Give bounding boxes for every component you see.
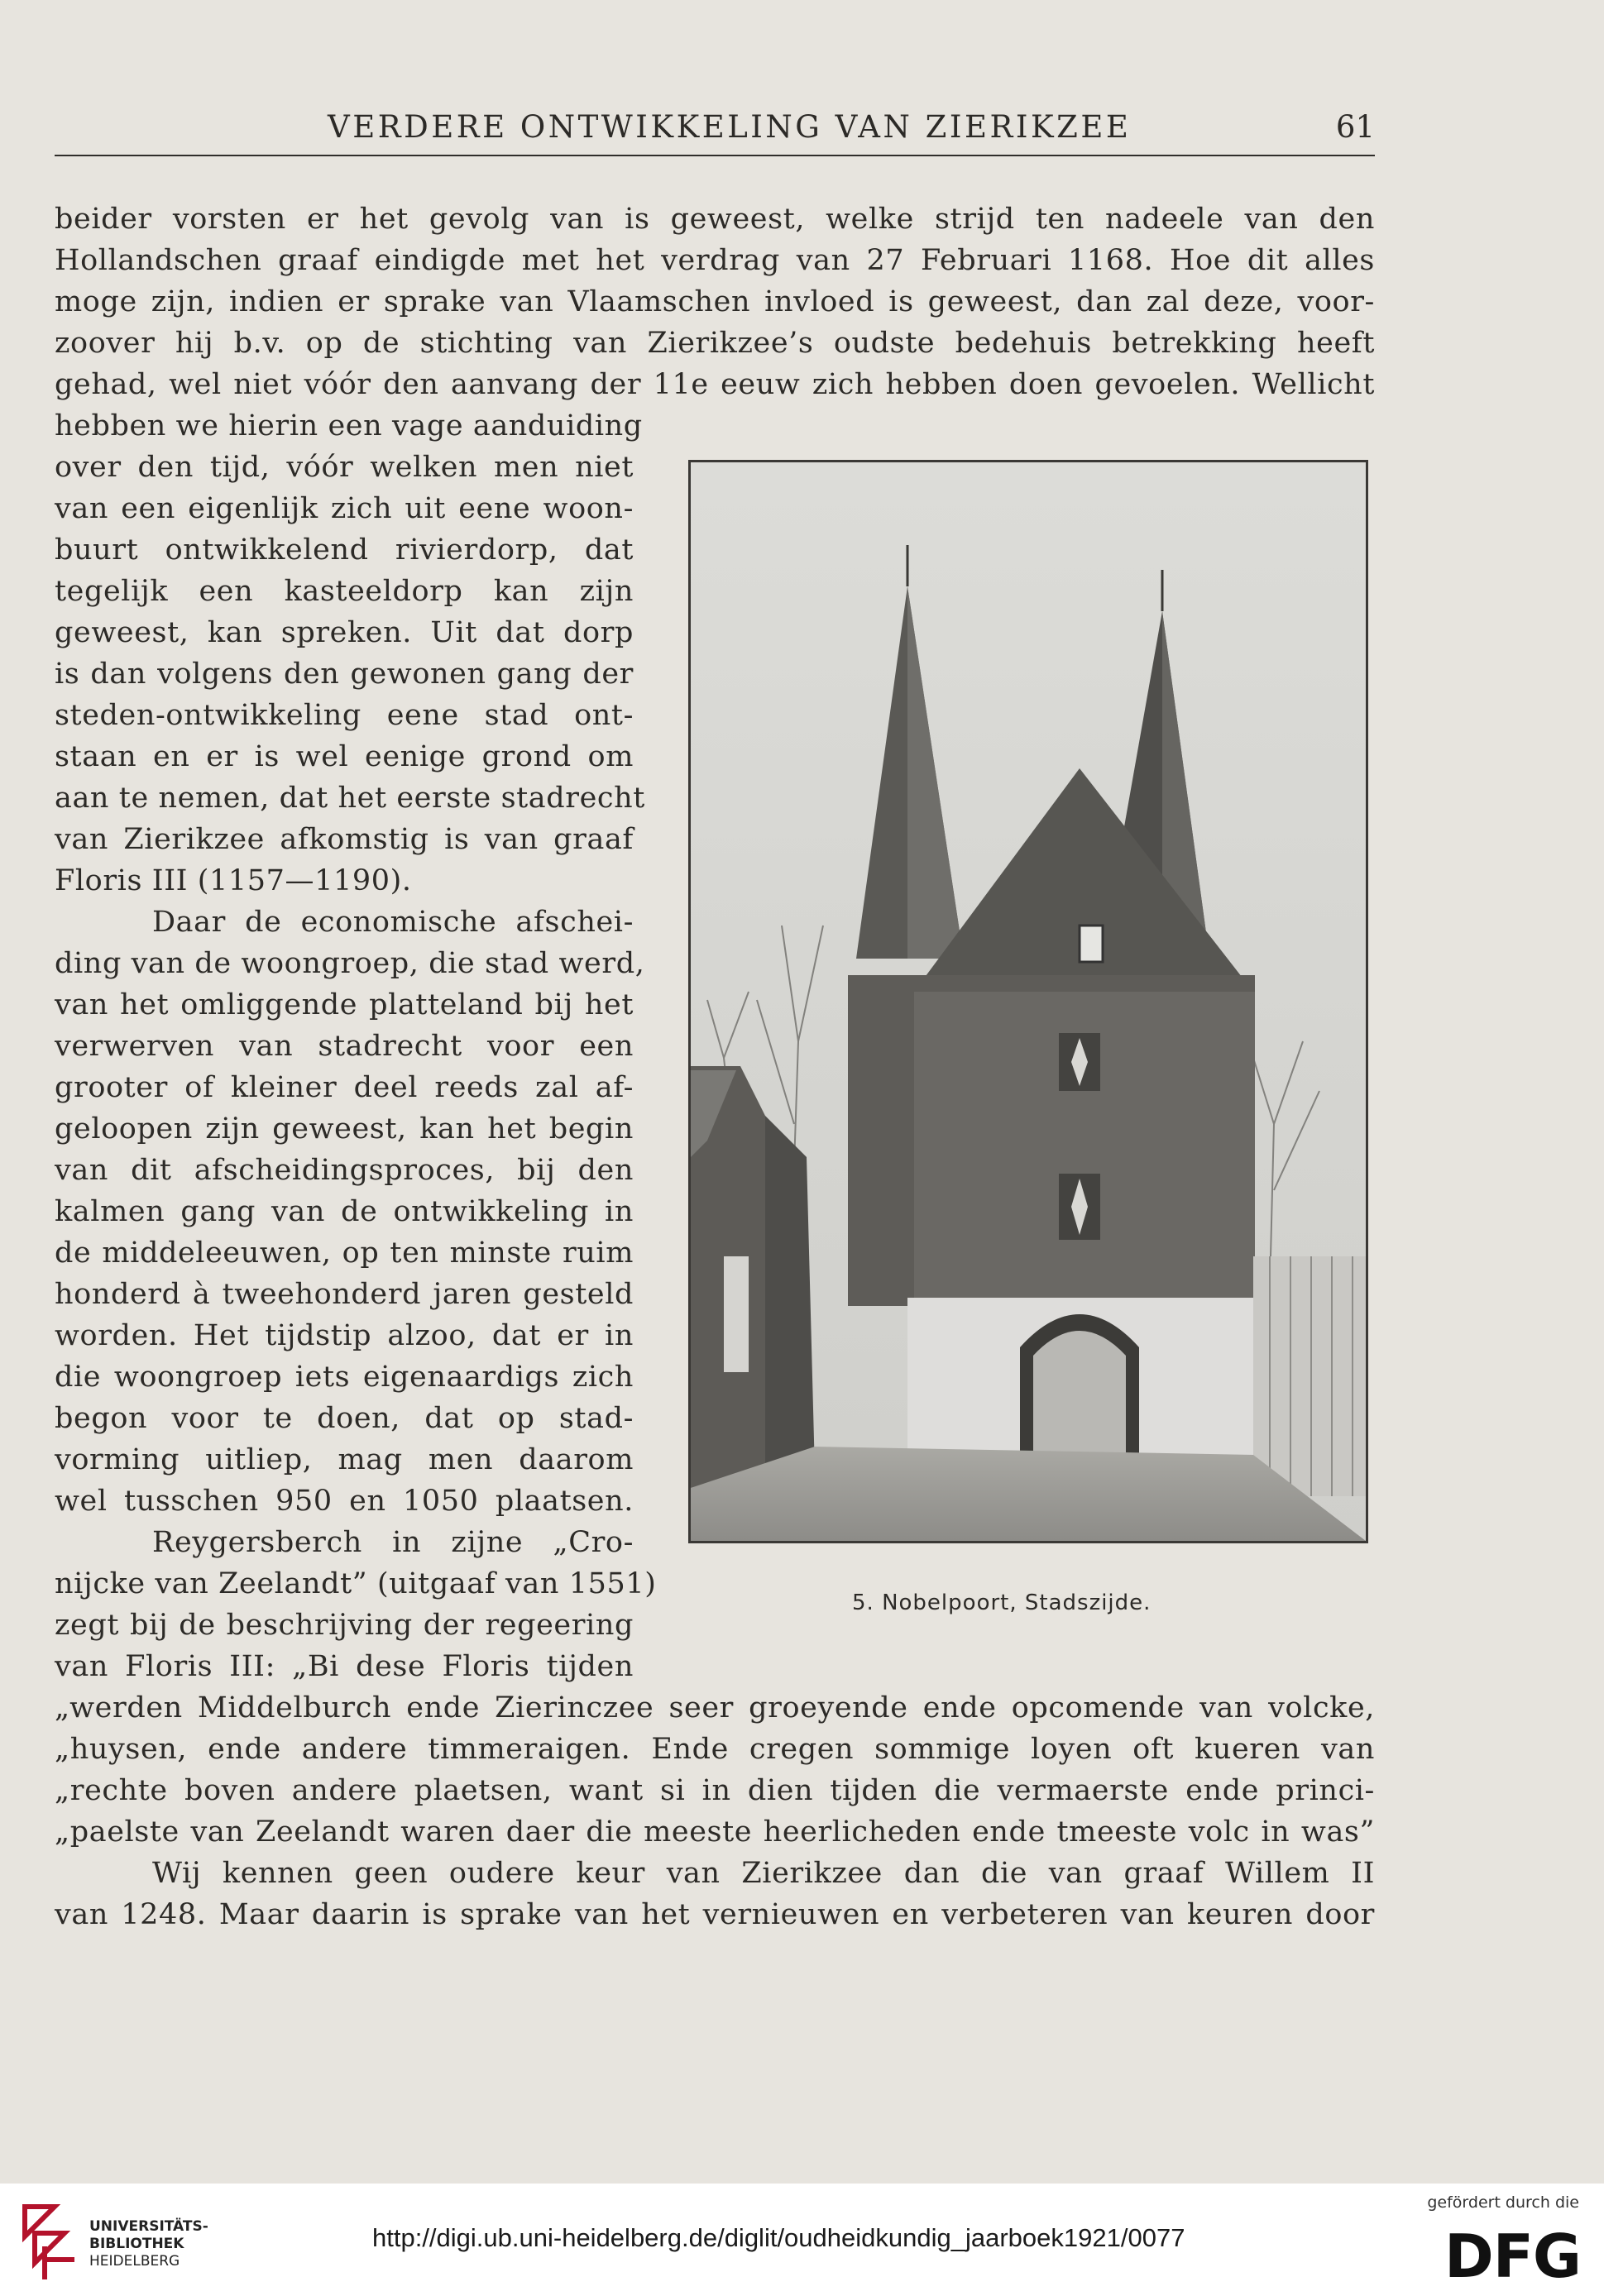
university-library-logo [20, 2200, 86, 2283]
body-line: tegelijk een kasteeldorp kan zijn [55, 575, 634, 608]
body-line: van Zierikzee afkomstig is van graaf [55, 823, 634, 856]
body-line: begon voor te doen, dat op stad- [55, 1402, 634, 1435]
body-line: nijcke van Zeelandt” (uitgaaf van 1551) [55, 1567, 657, 1600]
figure-photograph [688, 460, 1368, 1543]
body-line: beider vorsten er het gevolg van is geweest, welke strijd ten nadeele van den [55, 203, 1375, 236]
dfg-logo: DFG [1444, 2222, 1581, 2291]
funding-note: gefördert durch die [1427, 2193, 1579, 2212]
body-line: zegt bij de beschrijving der regeering [55, 1609, 634, 1642]
body-line: van Floris III: „Bi dese Floris tijden [55, 1650, 634, 1683]
body-line: is dan volgens den gewonen gang der [55, 658, 634, 691]
body-line: „rechte boven andere plaetsen, want si in dien tijden die vermaerste ende princi- [55, 1774, 1375, 1807]
body-line: „huysen, ende andere timmeraigen. Ende cregen sommige loyen oft kueren van [55, 1733, 1375, 1766]
body-line: Reygersberch in zijne „Cro- [152, 1526, 634, 1559]
body-line: „werden Middelburch ende Zierinczee seer groeyende ende opcomende van volcke, [55, 1691, 1375, 1724]
library-city: HEIDELBERG [89, 2253, 180, 2270]
library-name-line: UNIVERSITÄTS- [89, 2218, 208, 2235]
body-line: ding van de woongroep, die stad werd, [55, 947, 645, 980]
body-line: Wij kennen geen oudere keur van Zierikzee dan die van graaf Willem II [152, 1857, 1375, 1890]
body-line: worden. Het tijdstip alzoo, dat er in [55, 1319, 634, 1352]
body-line: verwerven van stadrecht voor een [55, 1030, 634, 1063]
body-line: van een eigenlijk zich uit eene woon- [55, 492, 634, 525]
body-line: wel tusschen 950 en 1050 plaatsen. [55, 1485, 634, 1518]
library-name-line: BIBLIOTHEK [89, 2236, 184, 2252]
footer-bar [0, 2184, 1604, 2296]
running-head [55, 106, 1375, 149]
body-line: aan te nemen, dat het eerste stadrecht [55, 782, 645, 815]
body-line: die woongroep iets eigenaardigs zich [55, 1361, 634, 1394]
body-line: de middeleeuwen, op ten minste ruim [55, 1236, 634, 1270]
body-line: vorming uitliep, mag men daarom [55, 1443, 634, 1476]
body-line: gehad, wel niet vóór den aanvang der 11e eeuw zich hebben doen gevoelen. Wellicht [55, 368, 1375, 401]
body-line: moge zijn, indien er sprake van Vlaamschen invloed is geweest, dan zal deze, voor- [55, 285, 1375, 318]
header-rule [55, 155, 1375, 156]
body-line: van dit afscheidingsproces, bij den [55, 1154, 634, 1187]
body-line: staan en er is wel eenige grond om [55, 740, 634, 773]
body-line: honderd à tweehonderd jaren gesteld [55, 1278, 634, 1311]
figure-caption: 5. Nobelpoort, Stadszijde. [852, 1590, 1152, 1615]
body-line: buurt ontwikkelend rivierdorp, dat [55, 533, 634, 567]
body-line: Floris III (1157—1190). [55, 864, 412, 897]
body-line: geloopen zijn geweest, kan het begin [55, 1112, 634, 1146]
body-line: Daar de economische afschei- [152, 906, 634, 939]
university-library-name [89, 2218, 208, 2270]
body-line: van het omliggende platteland bij het [55, 988, 634, 1021]
body-line: grooter of kleiner deel reeds zal af- [55, 1071, 634, 1104]
running-title: VERDERE ONTWIKKELING VAN ZIERIKZEE [328, 109, 1132, 145]
body-line: Hollandschen graaf eindigde met het verdrag van 27 Februari 1168. Hoe dit alles [55, 244, 1375, 277]
source-url-link[interactable]: http://digi.ub.uni-heidelberg.de/diglit/oudheidkundig_jaarboek1921/0077 [372, 2223, 1185, 2252]
body-line: geweest, kan spreken. Uit dat dorp [55, 616, 634, 649]
body-line: zoover hij b.v. op de stichting van Zierikzee’s oudste bedehuis betrekking heeft [55, 327, 1375, 360]
body-line: van 1248. Maar daarin is sprake van het vernieuwen en verbeteren van keuren door [55, 1898, 1375, 1931]
body-line: over den tijd, vóór welken men niet [55, 451, 634, 484]
body-line: „paelste van Zeelandt waren daer die meeste heerlicheden ende tmeeste volc in was” [55, 1815, 1375, 1849]
page-number: 61 [1335, 109, 1375, 145]
body-line: kalmen gang van de ontwikkeling in [55, 1195, 634, 1228]
body-line: steden-ontwikkeling eene stad ont- [55, 699, 634, 732]
body-line: hebben we hierin een vage aanduiding [55, 409, 643, 442]
